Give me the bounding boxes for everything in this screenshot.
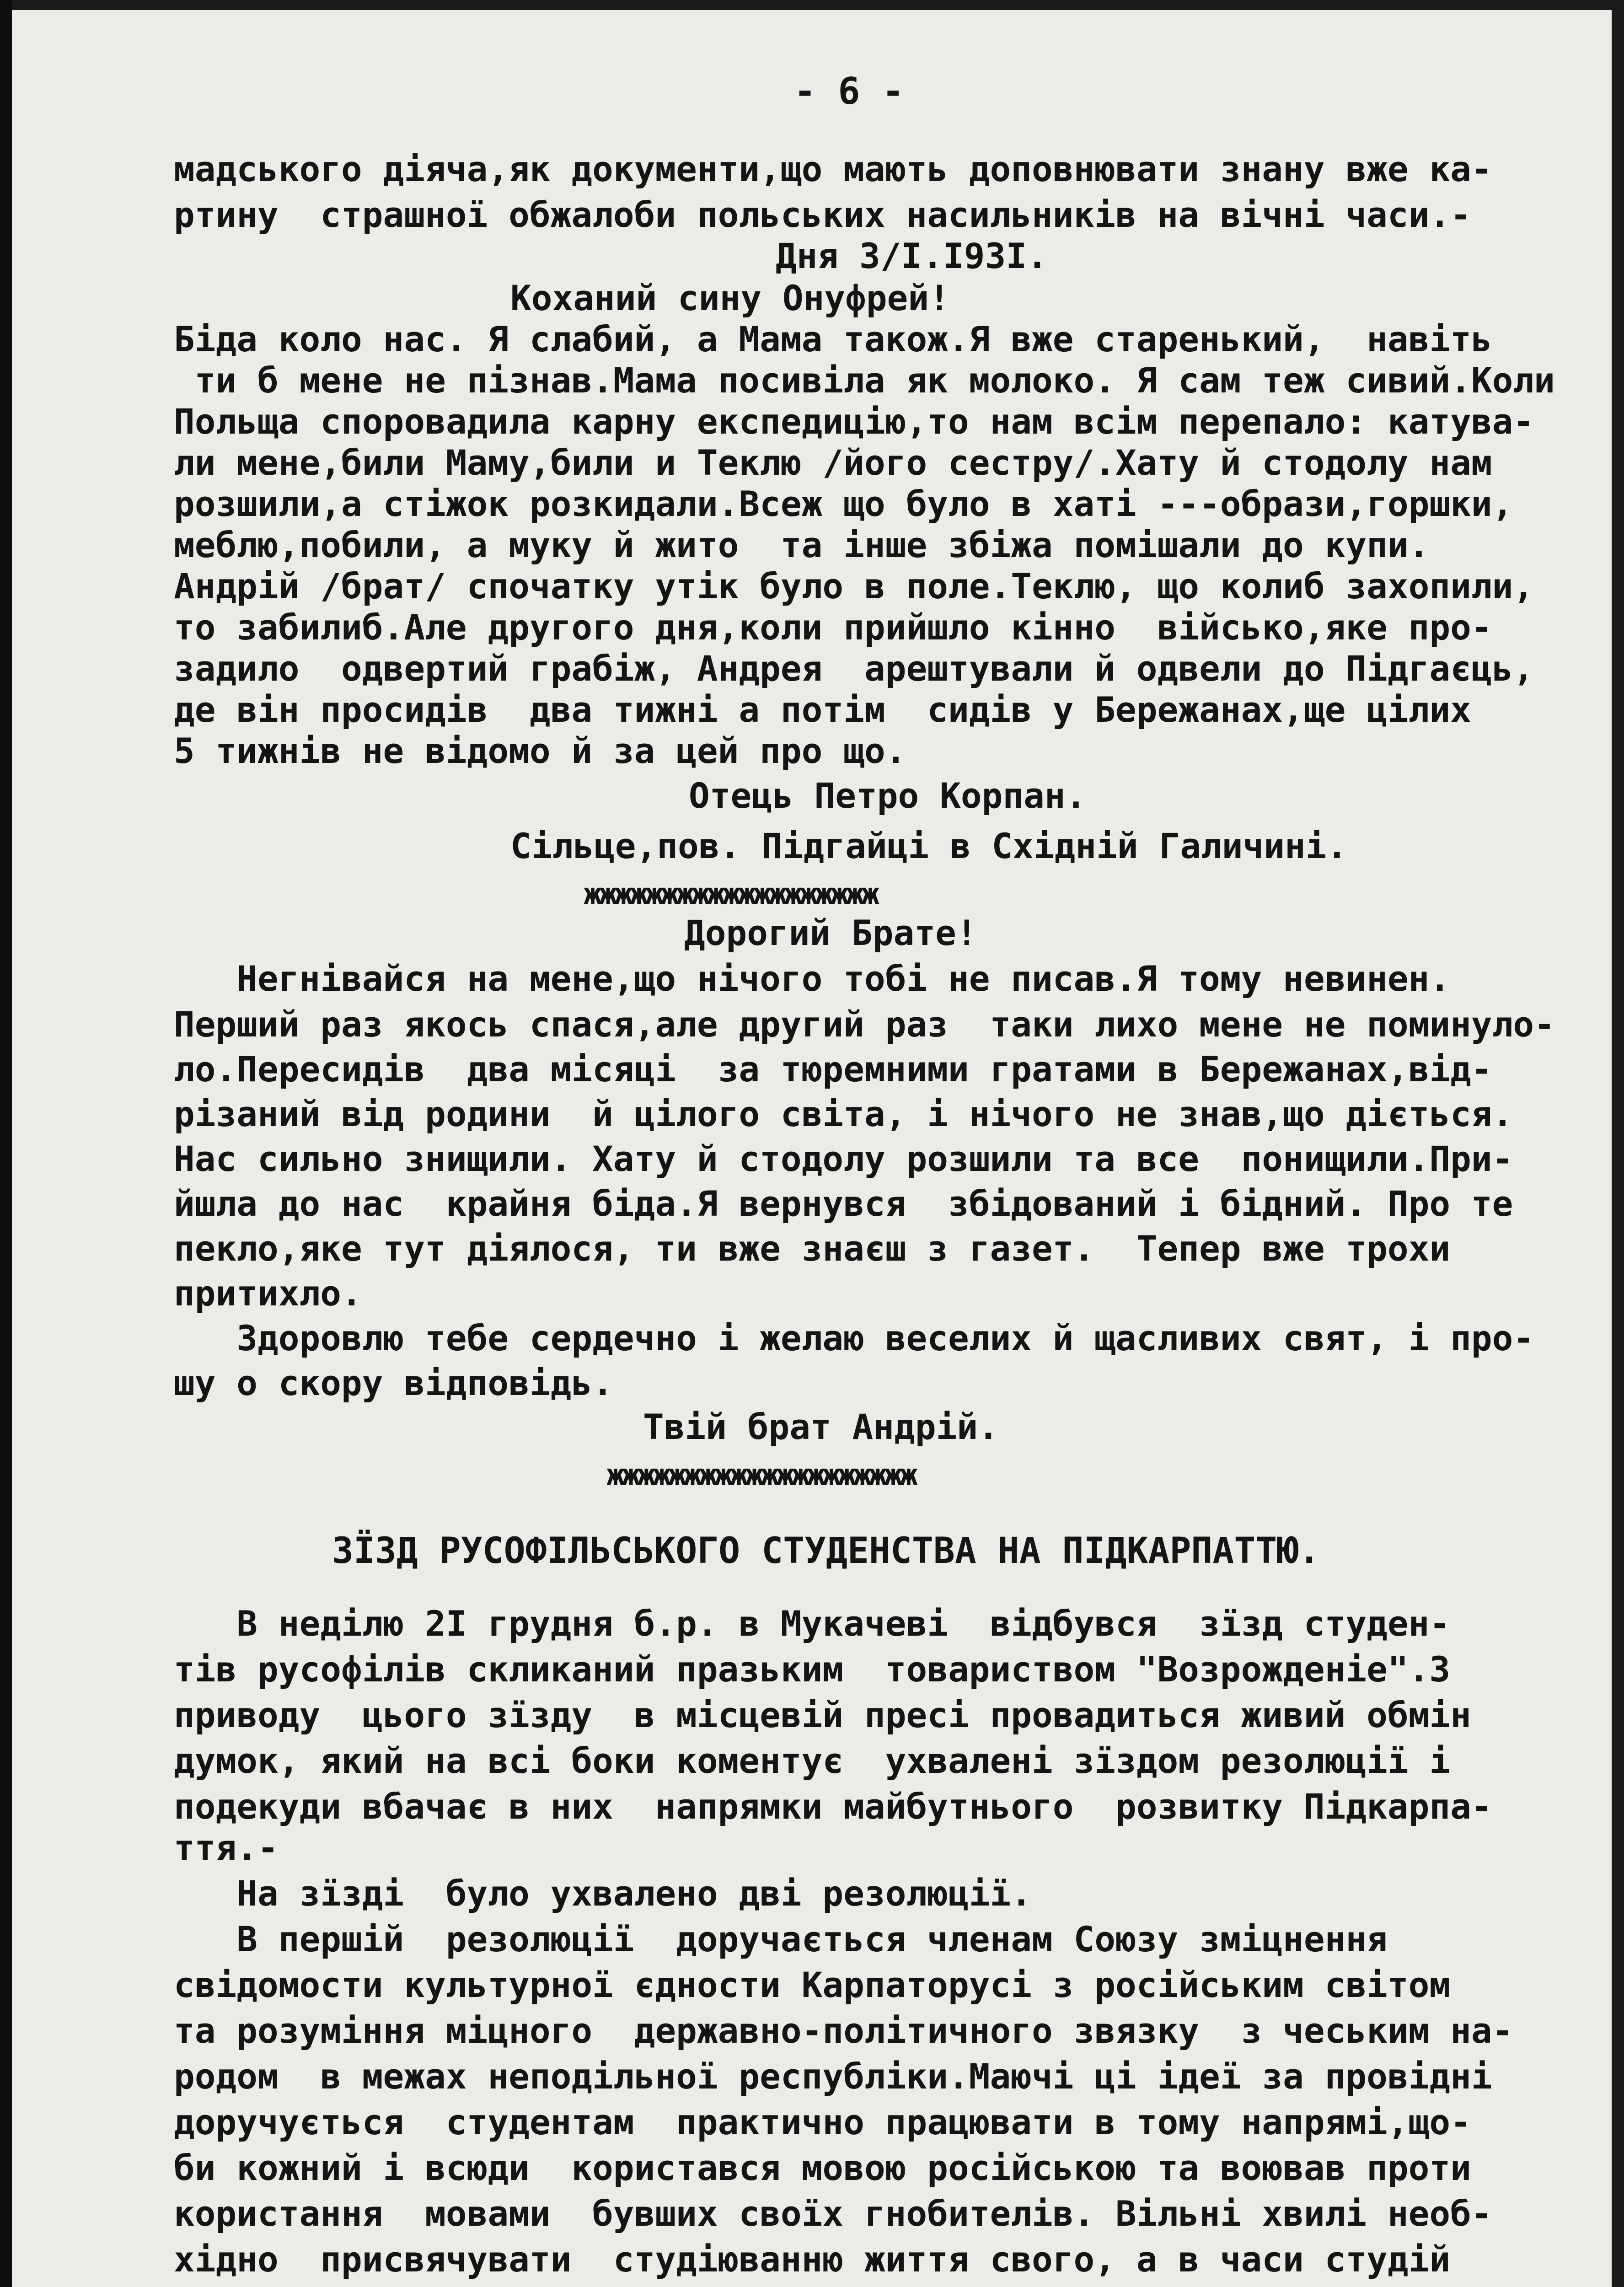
letter1-line: де він просидів два тижні а потім сидів у Бережанах,ще цілих (174, 689, 1471, 730)
intro-line-1: мадського діяча,як документи,що мають доповнювати знану вже ка- (174, 149, 1492, 189)
separator-line: жжжжжжжжжжжжжжжжжжжж (606, 1457, 915, 1492)
article-line: доручується студентам практично працювати в тому напрямі,що- (174, 2102, 1471, 2142)
letter1-date: Дня 3/I.I93I. (776, 236, 1048, 276)
letter1-line: то забилиб.Але другого дня,коли прийшло кінно військо,яке про- (174, 607, 1492, 648)
film-border (0, 0, 12, 2287)
letter1-line: Польща споровадила карну експедицію,то нам всім перепало: катува- (174, 401, 1534, 442)
letter1-signature: Отець Петро Корпан. (689, 775, 1087, 816)
letter2-line: Здоровлю тебе сердечно і желаю веселих й щасливих свят, і про- (174, 1318, 1534, 1358)
letter1-line: розшили,а стіжок розкидали.Всеж що було в хаті ---образи,горшки, (174, 483, 1513, 524)
letter1-line: ти б мене не пізнав.Мама посивіла як молоко. Я сам теж сивий.Коли (174, 360, 1555, 401)
article-line: В першій резолюції доручається членам Союзу зміцнення (174, 1919, 1388, 1960)
letter1-line: ли мене,били Маму,били и Теклю /його сестру/.Хату й стодолу нам (174, 442, 1492, 483)
letter1-line: 5 тижнів не відомо й за цей про що. (174, 730, 906, 771)
article-line: хідно присвячувати студіюванню життя свого, а в часи студій (174, 2239, 1451, 2280)
letter2-line: притихло. (174, 1273, 362, 1314)
article-title: ЗЇЗД РУСОФІЛЬСЬКОГО СТУДЕНСТВА НА ПІДКАРПАТТЮ. (332, 1530, 1320, 1572)
article-line: би кожний і всюди користався мовою російською та воював проти (174, 2147, 1471, 2188)
article-line: тів русофілів скликаний празьким товариством "Возрожденіе".З (174, 1649, 1451, 1690)
article-line: приводу цього зїзду в місцевій пресі провадиться живий обмін (174, 1695, 1471, 1735)
article-line: користання мовами бувших своїх гнобителів. Вільні хвилі необ- (174, 2193, 1492, 2234)
letter2-salutation: Дорогий Брате! (684, 913, 977, 953)
letter2-line: Нас сильно знищили. Хату й стодолу розшили та все понищили.При- (174, 1138, 1513, 1179)
letter2-line: йшла до нас крайня біда.Я вернувся збідований і бідний. Про те (174, 1183, 1513, 1224)
letter1-salutation: Коханий сину Онуфрей! (510, 278, 950, 318)
article-line: подекуди вбачає в них напрямки майбутнього розвитку Підкарпа- (174, 1786, 1492, 1827)
article-line: На зїзді було ухвалено дві резолюції. (174, 1873, 1032, 1914)
intro-line-2: ртину страшної обжалоби польських насильників на вічні часи.- (174, 194, 1471, 235)
letter2-line: Негнівайся на мене,що нічого тобі не писав.Я тому невинен. (174, 958, 1451, 999)
letter2-line: шу о скору відповідь. (174, 1363, 613, 1403)
article-line: родом в межах неподільної республіки.Маючі ці ідеї за провідні (174, 2056, 1492, 2097)
article-line: ття.- (174, 1827, 279, 1868)
letter2-signature: Твій брат Андрій. (643, 1407, 999, 1447)
letter1-line: Андрій /брат/ спочатку утік було в поле.Теклю, що колиб захопили, (174, 566, 1534, 607)
article-line: думок, який на всі боки коментує ухвалені зїздом резолюції і (174, 1740, 1451, 1781)
separator-line: жжжжжжжжжжжжжжжжжжж (584, 876, 877, 912)
article-line: В неділю 2I грудня б.р. в Мукачеві відбувся зїзд студен- (174, 1603, 1451, 1644)
letter1-line: меблю,побили, а муку й жито та інше збіжа помішали до купи. (174, 525, 1430, 565)
article-line: свідомости культурної єдности Карпаторусі з російським світом (174, 1965, 1451, 2005)
letter1-line: задило одвертий грабіж, Андрея арештували й одвели до Підгаєць, (174, 648, 1534, 689)
article-line: та розуміння міцного державно-політичного звязку з чеським на- (174, 2010, 1513, 2051)
letter2-line: ло.Пересидів два місяці за тюремними гратами в Бережанах,від- (174, 1049, 1492, 1090)
page-number: - 6 - (794, 70, 904, 113)
document-page (12, 10, 1612, 2287)
letter1-line: Біда коло нас. Я слабий, а Мама також.Я вже старенький, навіть (174, 319, 1492, 360)
letter2-line: Перший раз якось спася,але другий раз таки лихо мене не поминуло- (174, 1004, 1555, 1045)
letter1-address: Сільце,пов. Підгайці в Східній Галичині. (510, 826, 1348, 866)
letter2-line: різаний від родини й цілого світа, і нічого не знав,що діється. (174, 1094, 1513, 1134)
letter2-line: пекло,яке тут діялося, ти вже знаєш з газет. Тепер вже трохи (174, 1228, 1451, 1269)
